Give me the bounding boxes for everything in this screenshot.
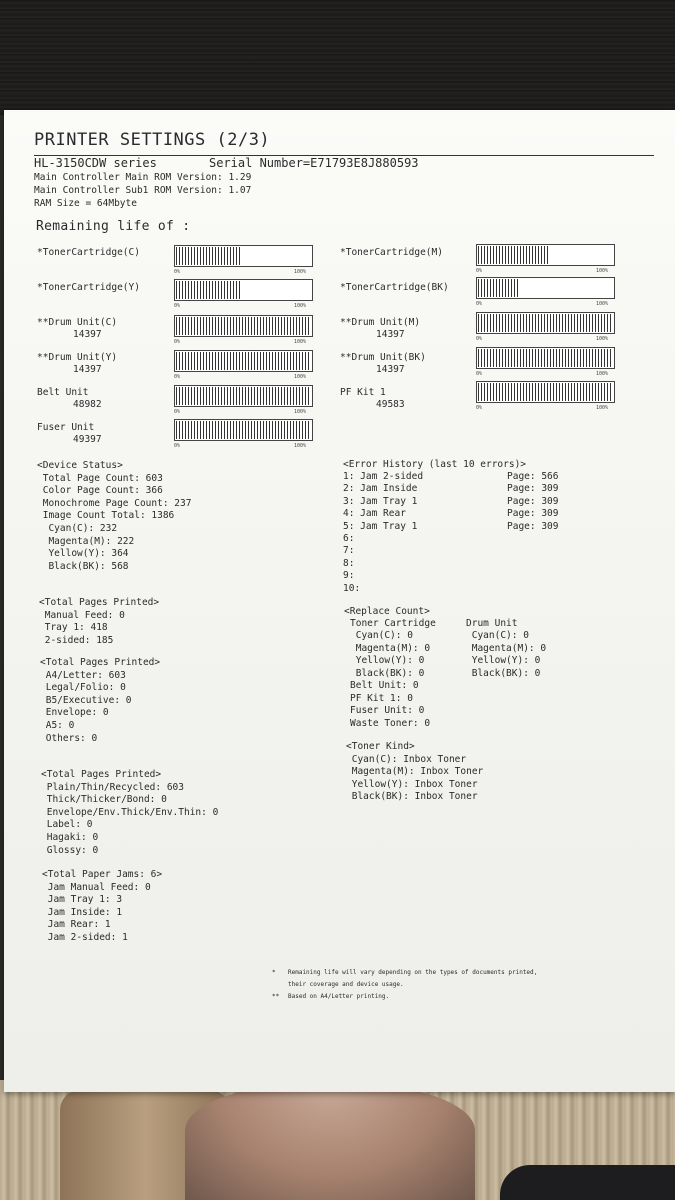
total-pages-size-line: A4/Letter: 603 <box>40 669 126 681</box>
replace-drum-item: Magenta(M): 0 <box>466 642 547 654</box>
remaining-life-bar <box>174 315 313 337</box>
error-history-page: Page: 309 <box>507 495 559 507</box>
replace-other-item: Belt Unit: 0 <box>350 680 419 691</box>
remaining-life-bar <box>476 277 615 299</box>
footnote-mark-1: * <box>272 969 276 976</box>
error-history-item: 7: <box>343 545 355 557</box>
scale-max-label: 100% <box>294 374 307 380</box>
replace-toner-item: Cyan(C): 0 <box>350 630 413 641</box>
total-pages-media-line: Plain/Thin/Recycled: 603 <box>41 781 184 793</box>
scale-max-label: 100% <box>596 336 609 342</box>
consumable-label: *TonerCartridge(M) <box>340 247 443 258</box>
remaining-life-bar <box>174 385 313 407</box>
device-status-line: Black(BK): 568 <box>37 560 129 572</box>
consumable-label: **Drum Unit(M) <box>340 317 421 328</box>
replace-toner-item: Yellow(Y): 0 <box>350 655 425 666</box>
footnote-line-2: their coverage and device usage. <box>288 981 404 988</box>
printed-page <box>4 110 675 1092</box>
scale-min-label: 0% <box>476 371 483 377</box>
error-history-item: 4: Jam Rear <box>343 508 406 520</box>
rom-main-version: Main Controller Main ROM Version: 1.29 <box>34 172 252 183</box>
error-history-item: 8: <box>343 557 355 569</box>
scale-min-label: 0% <box>476 336 483 342</box>
scale-min-label: 0% <box>174 303 181 309</box>
error-history-page: Page: 309 <box>507 508 559 520</box>
scale-min-label: 0% <box>174 443 181 449</box>
replace-other-item: Fuser Unit: 0 <box>350 705 425 716</box>
consumable-label: **Drum Unit(C) <box>37 317 118 328</box>
scale-max-label: 100% <box>596 371 609 377</box>
error-history-item: 9: <box>343 570 355 582</box>
footnote-line-1: Remaining life will vary depending on the types of documents printed, <box>288 969 538 976</box>
consumable-count: 14397 <box>73 329 102 340</box>
scale-min-label: 0% <box>174 409 181 415</box>
footnote-mark-2: ** <box>272 993 280 1000</box>
device-status-line: Cyan(C): 232 <box>37 523 118 534</box>
error-history-item: 3: Jam Tray 1 <box>343 495 418 507</box>
remaining-life-fill <box>176 387 310 405</box>
scale-max-label: 100% <box>596 268 609 274</box>
scale-min-label: 0% <box>174 374 181 380</box>
total-pages-size-line: <Total Pages Printed> <box>40 657 161 668</box>
serial-number: Serial Number=E71793E8J880593 <box>209 156 419 170</box>
consumable-label: **Drum Unit(Y) <box>37 352 118 363</box>
consumable-count: 14397 <box>73 364 102 375</box>
ram-size: RAM Size = 64Mbyte <box>34 198 137 209</box>
toner-kind-line: Yellow(Y): Inbox Toner <box>346 778 478 790</box>
device-status-line: Color Page Count: 366 <box>37 485 163 497</box>
consumable-count: 14397 <box>376 329 405 340</box>
consumable-label: *TonerCartridge(Y) <box>37 282 140 293</box>
replace-count-header: <Replace Count> <box>344 606 430 617</box>
error-history-page: Page: 309 <box>507 520 559 532</box>
consumable-count: 49397 <box>73 434 102 445</box>
toner-kind-line: Black(BK): Inbox Toner <box>346 791 478 802</box>
background-arm <box>185 1085 475 1200</box>
consumable-count: 14397 <box>376 364 405 375</box>
scale-min-label: 0% <box>174 269 181 275</box>
remaining-life-bar <box>174 350 313 372</box>
error-history-page: Page: 309 <box>507 483 559 495</box>
total-pages-media-line: Label: 0 <box>41 819 93 831</box>
total-pages-media-line: Glossy: 0 <box>41 844 99 856</box>
consumable-label: Fuser Unit <box>37 422 95 433</box>
table-surface <box>0 0 675 115</box>
error-history-page: Page: 566 <box>507 471 559 482</box>
remaining-life-bar <box>476 347 615 369</box>
scale-max-label: 100% <box>294 339 307 345</box>
footnote-line-3: Based on A4/Letter printing. <box>288 993 390 1000</box>
error-history-item: 2: Jam Inside <box>343 483 418 495</box>
total-pages-line: 2-sided: 185 <box>39 634 114 646</box>
replace-other-item: Waste Toner: 0 <box>350 717 431 729</box>
scale-max-label: 100% <box>294 409 307 415</box>
total-pages-line: Tray 1: 418 <box>39 622 108 633</box>
device-status-line: Magenta(M): 222 <box>37 535 135 547</box>
remaining-life-fill <box>478 246 548 264</box>
device-status-line: <Device Status> <box>37 460 123 471</box>
scale-max-label: 100% <box>294 443 307 449</box>
scale-min-label: 0% <box>476 405 483 411</box>
total-pages-media-line: <Total Pages Printed> <box>41 769 162 780</box>
scale-max-label: 100% <box>596 405 609 411</box>
replace-drum-item: Black(BK): 0 <box>466 667 541 679</box>
total-pages-media-line: Hagaki: 0 <box>41 832 99 843</box>
total-pages-line: <Total Pages Printed> <box>39 597 160 608</box>
background-cloth <box>500 1165 675 1200</box>
replace-drum-item: Cyan(C): 0 <box>466 630 529 641</box>
consumable-count: 49583 <box>376 399 405 410</box>
device-status-line: Image Count Total: 1386 <box>37 510 175 522</box>
model-name: HL-3150CDW series <box>34 156 157 170</box>
remaining-life-fill <box>478 349 612 367</box>
error-history-item: 5: Jam Tray 1 <box>343 520 418 532</box>
paper-jams-line: Jam Tray 1: 3 <box>42 894 123 906</box>
remaining-life-bar <box>174 279 313 301</box>
toner-kind-line: Magenta(M): Inbox Toner <box>346 766 484 777</box>
total-pages-size-line: Legal/Folio: 0 <box>40 682 126 694</box>
error-history-item: 6: <box>343 533 355 544</box>
remaining-life-fill <box>478 279 519 297</box>
remaining-life-bar <box>476 312 615 334</box>
replace-other-item: PF Kit 1: 0 <box>350 692 413 704</box>
remaining-life-fill <box>478 314 612 332</box>
device-status-line: Monochrome Page Count: 237 <box>37 497 192 509</box>
consumable-label: Belt Unit <box>37 387 89 398</box>
consumable-label: *TonerCartridge(BK) <box>340 282 449 293</box>
consumable-label: **Drum Unit(BK) <box>340 352 426 363</box>
remaining-life-bar <box>476 381 615 403</box>
remaining-life-fill <box>176 421 310 439</box>
paper-jams-line: Jam Inside: 1 <box>42 906 123 918</box>
scale-min-label: 0% <box>174 339 181 345</box>
scale-min-label: 0% <box>476 268 483 274</box>
remaining-life-fill <box>176 281 242 299</box>
paper-jams-line: Jam Rear: 1 <box>42 919 111 931</box>
remaining-life-fill <box>176 247 241 265</box>
replace-toner-title: Toner Cartridge <box>350 618 436 629</box>
paper-jams-line: Jam Manual Feed: 0 <box>42 881 151 893</box>
device-status-line: Total Page Count: 603 <box>37 472 163 484</box>
total-pages-line: Manual Feed: 0 <box>39 609 125 621</box>
replace-toner-item: Black(BK): 0 <box>350 667 425 679</box>
paper-jams-line: <Total Paper Jams: 6> <box>42 869 163 880</box>
error-history-item: 1: Jam 2-sided <box>343 471 424 482</box>
replace-toner-item: Magenta(M): 0 <box>350 642 431 654</box>
remaining-life-fill <box>176 352 310 370</box>
error-history-item: 10: <box>343 582 361 594</box>
toner-kind-line: <Toner Kind> <box>346 741 415 752</box>
total-pages-media-line: Thick/Thicker/Bond: 0 <box>41 794 167 806</box>
rom-sub-version: Main Controller Sub1 ROM Version: 1.07 <box>34 185 252 196</box>
remaining-life-bar <box>174 245 313 267</box>
toner-kind-line: Cyan(C): Inbox Toner <box>346 753 467 765</box>
device-status-line: Yellow(Y): 364 <box>37 548 129 560</box>
consumable-label: PF Kit 1 <box>340 387 386 398</box>
remaining-life-fill <box>478 383 612 401</box>
scale-max-label: 100% <box>294 303 307 309</box>
scale-max-label: 100% <box>596 301 609 307</box>
replace-drum-item: Yellow(Y): 0 <box>466 655 541 666</box>
remaining-life-fill <box>176 317 310 335</box>
paper-jams-line: Jam 2-sided: 1 <box>42 932 128 943</box>
total-pages-media-line: Envelope/Env.Thick/Env.Thin: 0 <box>41 806 219 818</box>
consumable-label: *TonerCartridge(C) <box>37 247 140 258</box>
total-pages-size-line: Envelope: 0 <box>40 707 109 719</box>
page-title: PRINTER SETTINGS (2/3) <box>34 130 271 150</box>
replace-drum-title: Drum Unit <box>466 618 518 629</box>
remaining-life-bar <box>174 419 313 441</box>
total-pages-size-line: Others: 0 <box>40 732 98 744</box>
error-history-header: <Error History (last 10 errors)> <box>343 459 527 470</box>
total-pages-size-line: B5/Executive: 0 <box>40 694 132 706</box>
remaining-life-header: Remaining life of : <box>36 219 191 234</box>
total-pages-size-line: A5: 0 <box>40 720 75 731</box>
consumable-count: 48982 <box>73 399 102 410</box>
scale-min-label: 0% <box>476 301 483 307</box>
scale-max-label: 100% <box>294 269 307 275</box>
remaining-life-bar <box>476 244 615 266</box>
